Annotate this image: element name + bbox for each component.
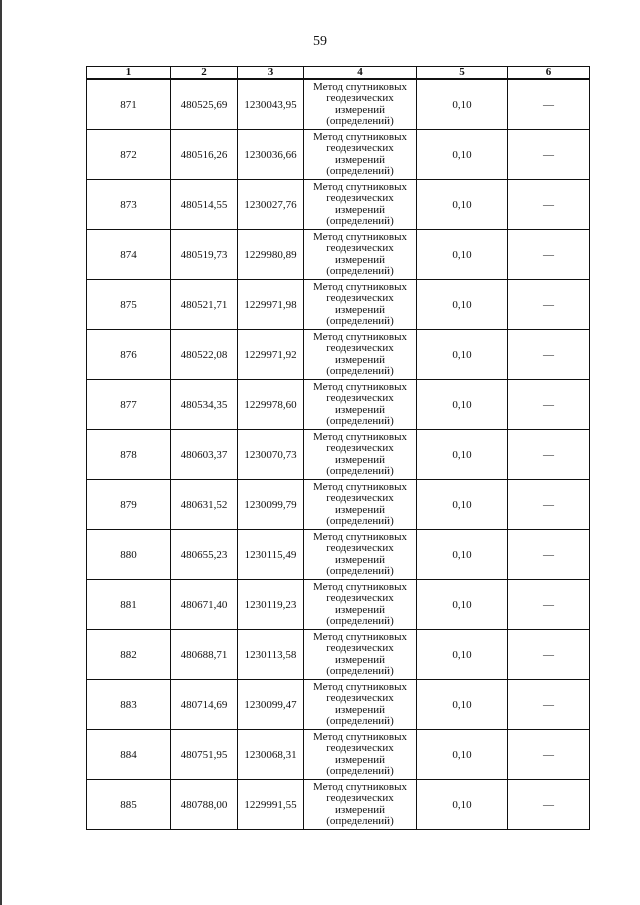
point-number-cell: 874 xyxy=(87,230,171,280)
y-coordinate-cell: 1230119,23 xyxy=(238,580,304,630)
column-header-6: 6 xyxy=(508,67,590,80)
method-cell: Метод спутниковых геодезических измерений (определений) xyxy=(304,530,417,580)
note-cell: — xyxy=(508,580,590,630)
table-header-row xyxy=(87,67,590,80)
accuracy-cell: 0,10 xyxy=(417,680,508,730)
table-row xyxy=(87,430,590,480)
method-cell: Метод спутниковых геодезических измерений (определений) xyxy=(304,130,417,180)
method-cell: Метод спутниковых геодезических измерений (определений) xyxy=(304,79,417,130)
y-coordinate-cell: 1230070,73 xyxy=(238,430,304,480)
y-coordinate-cell: 1230115,49 xyxy=(238,530,304,580)
method-cell: Метод спутниковых геодезических измерений (определений) xyxy=(304,480,417,530)
y-coordinate-cell: 1230068,31 xyxy=(238,730,304,780)
accuracy-cell: 0,10 xyxy=(417,780,508,830)
y-coordinate-cell: 1230043,95 xyxy=(238,79,304,130)
accuracy-cell: 0,10 xyxy=(417,380,508,430)
note-cell: — xyxy=(508,680,590,730)
table-row xyxy=(87,79,590,130)
point-number-cell: 871 xyxy=(87,79,171,130)
method-cell: Метод спутниковых геодезических измерений (определений) xyxy=(304,180,417,230)
note-cell: — xyxy=(508,530,590,580)
y-coordinate-cell: 1230036,66 xyxy=(238,130,304,180)
column-header-4: 4 xyxy=(304,67,417,80)
method-cell: Метод спутниковых геодезических измерений (определений) xyxy=(304,730,417,780)
accuracy-cell: 0,10 xyxy=(417,630,508,680)
x-coordinate-cell: 480714,69 xyxy=(171,680,238,730)
method-cell: Метод спутниковых геодезических измерений (определений) xyxy=(304,280,417,330)
point-number-cell: 884 xyxy=(87,730,171,780)
note-cell: — xyxy=(508,180,590,230)
method-cell: Метод спутниковых геодезических измерений (определений) xyxy=(304,630,417,680)
x-coordinate-cell: 480655,23 xyxy=(171,530,238,580)
table-row xyxy=(87,580,590,630)
scan-edge-line xyxy=(0,0,2,905)
table-row xyxy=(87,180,590,230)
accuracy-cell: 0,10 xyxy=(417,580,508,630)
table-row xyxy=(87,780,590,830)
page-number: 59 xyxy=(313,34,327,49)
table-row xyxy=(87,480,590,530)
x-coordinate-cell: 480788,00 xyxy=(171,780,238,830)
accuracy-cell: 0,10 xyxy=(417,280,508,330)
note-cell: — xyxy=(508,79,590,130)
x-coordinate-cell: 480516,26 xyxy=(171,130,238,180)
x-coordinate-cell: 480751,95 xyxy=(171,730,238,780)
x-coordinate-cell: 480688,71 xyxy=(171,630,238,680)
table-row xyxy=(87,730,590,780)
point-number-cell: 879 xyxy=(87,480,171,530)
x-coordinate-cell: 480521,71 xyxy=(171,280,238,330)
note-cell: — xyxy=(508,130,590,180)
method-cell: Метод спутниковых геодезических измерений (определений) xyxy=(304,680,417,730)
y-coordinate-cell: 1229980,89 xyxy=(238,230,304,280)
note-cell: — xyxy=(508,480,590,530)
accuracy-cell: 0,10 xyxy=(417,230,508,280)
point-number-cell: 872 xyxy=(87,130,171,180)
point-number-cell: 873 xyxy=(87,180,171,230)
y-coordinate-cell: 1230027,76 xyxy=(238,180,304,230)
point-number-cell: 883 xyxy=(87,680,171,730)
accuracy-cell: 0,10 xyxy=(417,480,508,530)
note-cell: — xyxy=(508,630,590,680)
x-coordinate-cell: 480519,73 xyxy=(171,230,238,280)
point-number-cell: 882 xyxy=(87,630,171,680)
table-row xyxy=(87,530,590,580)
accuracy-cell: 0,10 xyxy=(417,530,508,580)
method-cell: Метод спутниковых геодезических измерений (определений) xyxy=(304,780,417,830)
column-header-1: 1 xyxy=(87,67,171,80)
point-number-cell: 878 xyxy=(87,430,171,480)
table-row xyxy=(87,230,590,280)
y-coordinate-cell: 1229991,55 xyxy=(238,780,304,830)
table-row xyxy=(87,330,590,380)
method-cell: Метод спутниковых геодезических измерений (определений) xyxy=(304,430,417,480)
x-coordinate-cell: 480522,08 xyxy=(171,330,238,380)
table-row xyxy=(87,130,590,180)
accuracy-cell: 0,10 xyxy=(417,79,508,130)
note-cell: — xyxy=(508,730,590,780)
y-coordinate-cell: 1229971,92 xyxy=(238,330,304,380)
x-coordinate-cell: 480603,37 xyxy=(171,430,238,480)
point-number-cell: 880 xyxy=(87,530,171,580)
point-number-cell: 875 xyxy=(87,280,171,330)
table-body xyxy=(87,79,590,830)
coordinates-table xyxy=(86,66,590,830)
table-row xyxy=(87,380,590,430)
x-coordinate-cell: 480525,69 xyxy=(171,79,238,130)
method-cell: Метод спутниковых геодезических измерений (определений) xyxy=(304,230,417,280)
accuracy-cell: 0,10 xyxy=(417,330,508,380)
y-coordinate-cell: 1230113,58 xyxy=(238,630,304,680)
column-header-3: 3 xyxy=(238,67,304,80)
column-header-5: 5 xyxy=(417,67,508,80)
y-coordinate-cell: 1229971,98 xyxy=(238,280,304,330)
y-coordinate-cell: 1230099,79 xyxy=(238,480,304,530)
note-cell: — xyxy=(508,330,590,380)
note-cell: — xyxy=(508,280,590,330)
point-number-cell: 885 xyxy=(87,780,171,830)
y-coordinate-cell: 1229978,60 xyxy=(238,380,304,430)
point-number-cell: 876 xyxy=(87,330,171,380)
note-cell: — xyxy=(508,380,590,430)
note-cell: — xyxy=(508,780,590,830)
method-cell: Метод спутниковых геодезических измерений (определений) xyxy=(304,580,417,630)
accuracy-cell: 0,10 xyxy=(417,430,508,480)
table-row xyxy=(87,630,590,680)
x-coordinate-cell: 480631,52 xyxy=(171,480,238,530)
note-cell: — xyxy=(508,430,590,480)
accuracy-cell: 0,10 xyxy=(417,180,508,230)
y-coordinate-cell: 1230099,47 xyxy=(238,680,304,730)
column-header-2: 2 xyxy=(171,67,238,80)
x-coordinate-cell: 480514,55 xyxy=(171,180,238,230)
accuracy-cell: 0,10 xyxy=(417,730,508,780)
method-cell: Метод спутниковых геодезических измерений (определений) xyxy=(304,330,417,380)
table-row xyxy=(87,280,590,330)
point-number-cell: 881 xyxy=(87,580,171,630)
method-cell: Метод спутниковых геодезических измерений (определений) xyxy=(304,380,417,430)
accuracy-cell: 0,10 xyxy=(417,130,508,180)
note-cell: — xyxy=(508,230,590,280)
x-coordinate-cell: 480671,40 xyxy=(171,580,238,630)
point-number-cell: 877 xyxy=(87,380,171,430)
x-coordinate-cell: 480534,35 xyxy=(171,380,238,430)
table-row xyxy=(87,680,590,730)
